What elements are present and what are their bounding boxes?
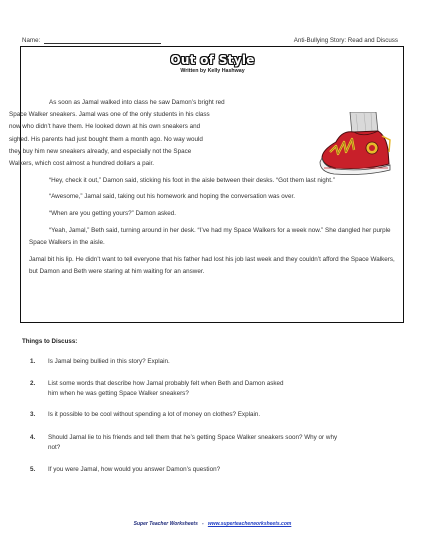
question-text: List some words that describe how Jamal probably felt when Beth and Damon asked him when he was getting Space Walker sneakers? <box>48 380 284 397</box>
story-paragraph-3: “Awesome,” Jamal said, taking out his homework and hoping the conversation was over. <box>49 193 295 201</box>
question-number: 1. <box>30 358 36 365</box>
story-line: they buy him new sneakers already, and especially not the Space <box>9 147 192 155</box>
sneaker-icon <box>306 112 396 182</box>
story-byline: Written by Kelly Hashway <box>180 68 245 74</box>
story-paragraph-5: “Yeah, Jamal,” Beth said, turning around in her desk. “I’ve had my Space Walkers for a week now.” She dangled her purple Space Walkers in the aisle. <box>29 226 391 247</box>
story-paragraph-2: “Hey, check it out,” Damon said, sticking his foot in the aisle between their desks. “Got them last night.” <box>49 176 335 184</box>
name-blank-line[interactable] <box>44 38 161 44</box>
name-label: Name: <box>22 37 41 44</box>
worksheet-label: Anti-Bullying Story: Read and Discuss <box>293 37 398 44</box>
story-line: Space Walker sneakers. Jamal was one of the only students in his class <box>9 111 210 119</box>
discussion-title: Things to Discuss: <box>22 338 78 345</box>
story-line: now who didn’t have them. He looked down at his own sneakers and <box>9 123 201 131</box>
story-title: Out of Style <box>170 53 255 67</box>
story-line: Walkers, which cost almost a hundred dollars a pair. <box>9 160 155 168</box>
footer <box>0 521 425 527</box>
story-paragraph-4: “When are you getting yours?” Damon asked. <box>49 210 177 218</box>
story-paragraph-1 <box>9 97 277 170</box>
question-number: 4. <box>30 434 36 441</box>
question-number: 5. <box>30 466 36 473</box>
question-number: 3. <box>30 411 36 418</box>
story-line: As soon as Jamal walked into class he saw Damon’s bright red <box>49 99 225 106</box>
question-text: Is it possible to be cool without spending a lot of money on clothes? Explain. <box>48 411 261 418</box>
question-text: If you were Jamal, how would you answer Damon’s question? <box>48 466 221 473</box>
footer-url-link[interactable]: www.superteacherworksheets.com <box>207 521 292 527</box>
question-text: Should Jamal lie to his friends and tell them that he’s getting Space Walker sneakers soon? Why or why not? <box>48 434 338 451</box>
question-number: 2. <box>30 380 36 387</box>
story-paragraph-6: Jamal bit his lip. He didn’t want to tell everyone that his father had lost his job last week and they couldn’t afford the Space Walkers, but Damon and Beth were staring at him waiting for an answer. <box>29 255 395 275</box>
footer-separator: - <box>202 521 204 527</box>
name-field <box>22 37 161 44</box>
story-line: sighed. His parents had just bought them a month ago. No way would <box>9 135 203 143</box>
question-text: Is Jamal being bullied in this story? Explain. <box>48 358 170 365</box>
footer-site-name: Super Teacher Worksheets <box>133 521 198 527</box>
